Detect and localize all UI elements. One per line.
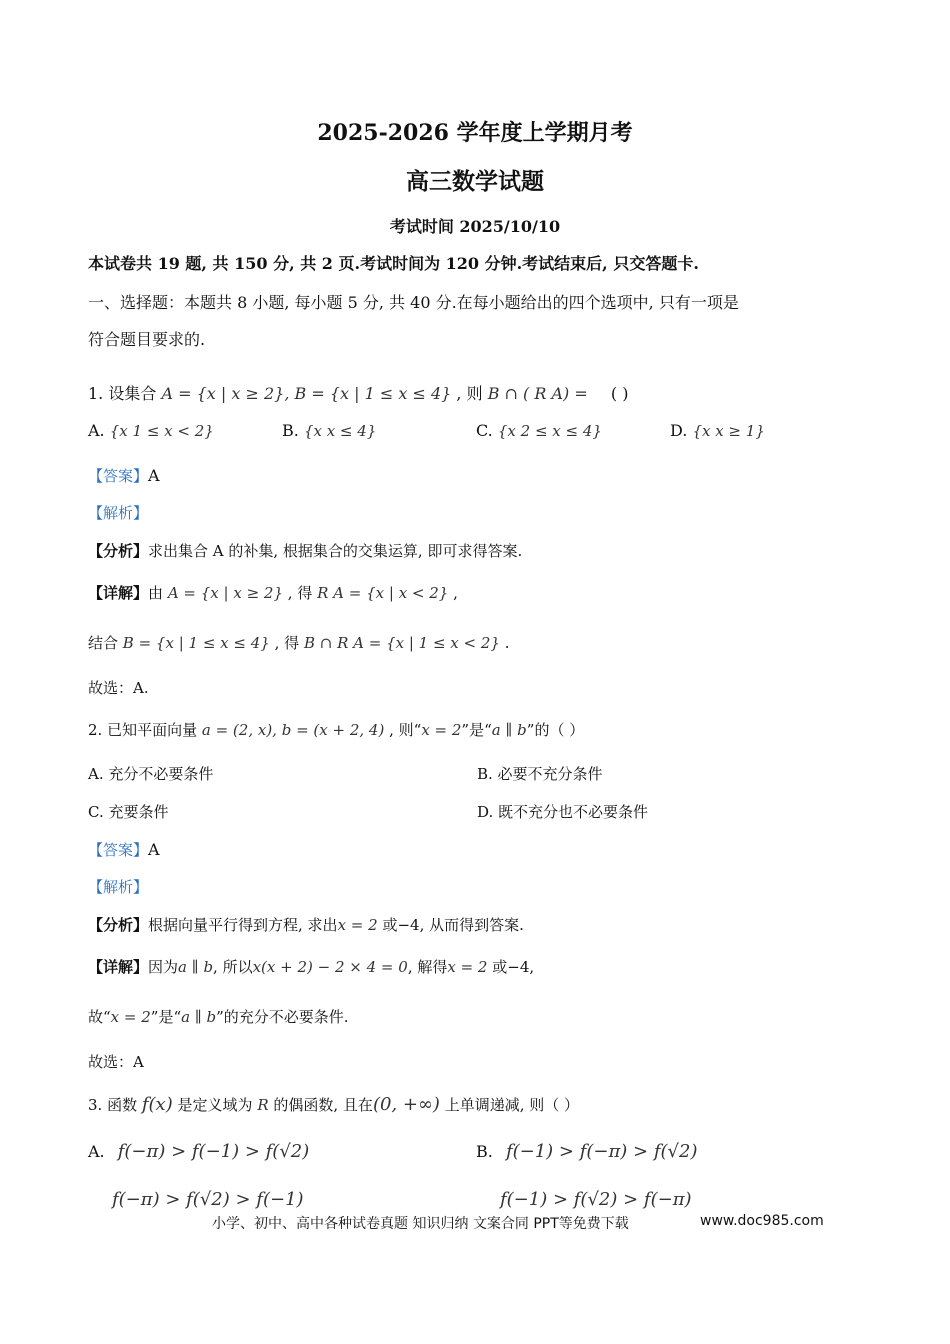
q1-answer xyxy=(88,465,160,486)
q1-option-a-label: A. xyxy=(88,421,105,440)
q2-conclude-m1: x = 2 xyxy=(110,1008,151,1026)
q1-detail-a: 由 xyxy=(148,584,164,602)
q2-answer-value: A xyxy=(148,840,160,859)
q2-detail-m2: x(x + 2) − 2 × 4 = 0 xyxy=(252,958,408,976)
section-heading: 一、选择题：本题共 8 小题, 每小题 5 分, 共 40 分.在每小题给出的四个选项中, 只有一项是 xyxy=(88,293,739,312)
q2-option-b: B. 必要不充分条件 xyxy=(477,765,603,783)
q3-option-b xyxy=(476,1141,697,1162)
q2-fenxi-m: x = 2 xyxy=(337,916,378,934)
q2-detail-m3: x = 2 xyxy=(447,958,488,976)
q3-option-a xyxy=(88,1141,309,1162)
q3-stem-m1: f(x) xyxy=(141,1094,173,1115)
q1-option-d-text: {x x ≥ 1} xyxy=(692,422,765,440)
q1-combine-m2: B ∩ R A = {x | 1 ≤ x < 2} xyxy=(303,634,500,652)
q1-combine-a: 结合 xyxy=(88,634,119,652)
q2-fenxi-b: 或−4, 从而得到答案. xyxy=(382,916,524,934)
q1-option-b-text: {x x ≤ 4} xyxy=(303,422,377,440)
q1-detail-m1: A = {x | x ≥ 2} xyxy=(167,584,283,602)
q3-option-b-text: f(−1) > f(−π) > f(√2) xyxy=(505,1141,698,1162)
q2-fenxi xyxy=(88,914,524,935)
q3-option-c-text: f(−π) > f(√2) > f(−1) xyxy=(112,1189,304,1210)
q2-fenxi-a: 根据向量平行得到方程, 求出 xyxy=(148,916,338,934)
q1-option-b xyxy=(282,421,376,440)
q2-stem-m2: x = 2 xyxy=(421,721,462,739)
q1-answer-tag: 【答案】 xyxy=(88,467,149,485)
q2-detail-a: 因为 xyxy=(148,958,179,976)
q1-answer-value: A xyxy=(148,466,160,485)
q1-option-a-text: {x 1 ≤ x < 2} xyxy=(109,422,214,440)
q2-conclude-a: 故“ xyxy=(88,1008,111,1026)
exam-time: 考试时间 2025/10/10 xyxy=(389,217,561,236)
q1-option-c xyxy=(476,421,602,440)
q1-detail-tag: 【详解】 xyxy=(88,584,149,602)
q2-stem-b: , 则“ xyxy=(389,721,422,739)
q2-detail xyxy=(88,956,534,977)
q1-combine-c: . xyxy=(504,634,510,652)
q2-detail-tag: 【详解】 xyxy=(88,958,149,976)
q2-option-a: A. 充分不必要条件 xyxy=(88,765,214,783)
q3-stem-c: 的偶函数, 且在 xyxy=(273,1096,373,1114)
q2-choose: 故选：A xyxy=(88,1053,144,1071)
q1-stem-then: , 则 xyxy=(456,384,483,403)
q2-option-c: C. 充要条件 xyxy=(88,803,169,821)
q1-option-d-label: D. xyxy=(670,421,688,440)
q1-option-c-label: C. xyxy=(476,421,493,440)
q2-detail-d: 或−4, xyxy=(492,958,535,976)
q1-option-b-label: B. xyxy=(282,421,299,440)
q2-conclude-b: ”是“ xyxy=(150,1008,182,1026)
q1-stem-prefix: 1. 设集合 xyxy=(88,384,157,403)
q1-stem xyxy=(88,381,628,404)
q2-stem-c: ”是“ xyxy=(461,721,492,739)
q3-stem-m3: (0, +∞) xyxy=(372,1094,440,1115)
q1-combine-m1: B = {x | 1 ≤ x ≤ 4} xyxy=(122,634,270,652)
q2-stem-m1: a = (2, x), b = (x + 2, 4) xyxy=(201,721,385,739)
q1-analysis-tag: 【解析】 xyxy=(88,504,149,522)
q2-stem-a: 2. 已知平面向量 xyxy=(88,721,198,739)
q2-stem-m3: a ∥ b xyxy=(491,721,527,739)
q2-answer-tag: 【答案】 xyxy=(88,841,149,859)
q1-detail-b: , 得 xyxy=(287,584,313,602)
q3-stem-a: 3. 函数 xyxy=(88,1096,138,1114)
q1-fenxi xyxy=(88,540,522,561)
q1-fenxi-text: 求出集合 A 的补集, 根据集合的交集运算, 即可求得答案. xyxy=(148,542,523,560)
q2-detail-c: , 解得 xyxy=(407,958,448,976)
q3-stem-m2: R xyxy=(257,1096,269,1114)
q3-option-a-text: f(−π) > f(−1) > f(√2) xyxy=(117,1141,310,1162)
q1-combine xyxy=(88,632,510,653)
intro-line: 本试卷共 19 题, 共 150 分, 共 2 页.考试时间为 120 分钟.考试结束后, 只交答题卡. xyxy=(88,254,699,273)
q1-stem-math: A = {x | x ≥ 2}, B = {x | 1 ≤ x ≤ 4} xyxy=(161,384,452,403)
q1-detail xyxy=(88,582,458,603)
q2-conclude-c: ”的充分不必要条件. xyxy=(216,1008,349,1026)
q1-combine-b: , 得 xyxy=(274,634,300,652)
q3-stem xyxy=(88,1094,579,1115)
q3-stem-d: 上单调递减, 则（ ） xyxy=(444,1096,580,1114)
q3-option-a-label: A. xyxy=(88,1142,105,1161)
q2-stem xyxy=(88,719,584,740)
q2-conclude xyxy=(88,1006,349,1027)
q2-fenxi-tag: 【分析】 xyxy=(88,916,149,934)
q2-detail-m1: a ∥ b xyxy=(178,958,214,976)
q3-option-b-label: B. xyxy=(476,1142,493,1161)
q2-stem-d: ”的（ ） xyxy=(526,721,585,739)
q1-fenxi-tag: 【分析】 xyxy=(88,542,149,560)
q2-conclude-m2: a ∥ b xyxy=(181,1008,217,1026)
q2-option-d: D. 既不充分也不必要条件 xyxy=(477,803,649,821)
section-heading-cont: 符合题目要求的. xyxy=(88,330,206,349)
q3-option-d-text: f(−1) > f(√2) > f(−π) xyxy=(500,1189,692,1210)
q2-analysis-tag: 【解析】 xyxy=(88,878,149,896)
q1-stem-paren: ( ) xyxy=(610,384,629,403)
footer-url[interactable]: www.doc985.com xyxy=(700,1213,824,1229)
q1-option-c-text: {x 2 ≤ x ≤ 4} xyxy=(497,422,602,440)
q1-stem-math2: B ∩ ( R A) = xyxy=(487,384,588,403)
q1-detail-m2: R A = {x | x < 2} xyxy=(317,584,449,602)
q1-option-a xyxy=(88,421,214,440)
q1-option-d xyxy=(670,421,765,440)
exam-subtitle: 高三数学试题 xyxy=(406,168,544,195)
q2-detail-b: , 所以 xyxy=(213,958,253,976)
q1-detail-c: , xyxy=(453,584,458,602)
q3-stem-b: 是定义域为 xyxy=(177,1096,253,1114)
exam-title: 2025-2026 学年度上学期月考 xyxy=(317,120,633,146)
q2-answer xyxy=(88,839,160,860)
q1-choose: 故选：A. xyxy=(88,679,149,697)
footer-text: 小学、初中、高中各种试卷真题 知识归纳 文案合同 PPT等免费下载 xyxy=(212,1216,629,1232)
